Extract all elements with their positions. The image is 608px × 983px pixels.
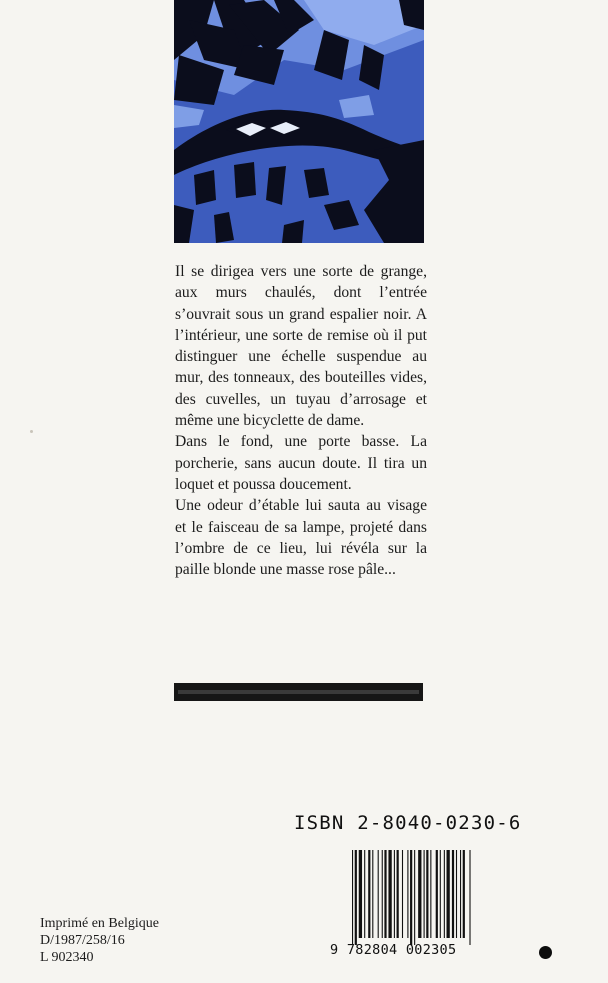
- printer-imprint: [40, 915, 240, 966]
- barcode-bar: [384, 850, 386, 938]
- barcode-digits: 9 782804 002305: [330, 942, 457, 958]
- excerpt-paragraph-2: Dans le fond, une porte basse. La porcherie, sans aucun doute. Il tira un loquet et poussa doucement.: [175, 433, 427, 493]
- barcode-bar: [368, 850, 370, 938]
- series-title-bar: [174, 683, 423, 701]
- barcode-bar: [407, 850, 408, 938]
- barcode-bar: [469, 850, 470, 945]
- barcode-bar: [394, 850, 395, 938]
- barcode-bar: [456, 850, 457, 938]
- barcode: [350, 850, 510, 945]
- barcode-bar: [440, 850, 441, 938]
- imprint-legal-deposit: D/1987/258/16: [40, 933, 125, 948]
- back-cover-excerpt: [175, 261, 427, 580]
- barcode-bar: [444, 850, 445, 938]
- barcode-bar: [372, 850, 373, 938]
- barcode-bar: [460, 850, 461, 938]
- excerpt-paragraph-3: Une odeur d’étable lui sauta au visage et le faisceau de sa lampe, projeté dans l’ombre de ce lieu, lui révéla sur la paille blonde une masse rose pâle...: [175, 497, 427, 579]
- barcode-bar: [364, 850, 365, 938]
- barcode-bar: [388, 850, 391, 938]
- barcode-bar: [397, 850, 399, 938]
- barcode-bar: [410, 850, 412, 945]
- barcode-bar: [378, 850, 379, 938]
- excerpt-paragraph-1: Il se dirigea vers une sorte de grange, aux murs chaulés, dont l’entrée s’ouvrait sous un grand espalier noir. A l’intérieur, une sorte de remise où il put distinguer une échelle suspendue au mur, des tonneaux, des bouteilles vides, des cuvelles, un tuyau d’arrosage et même une bicyclette de dame.: [175, 263, 427, 430]
- barcode-bar: [382, 850, 383, 938]
- barcode-bar: [447, 850, 450, 938]
- barcode-bar: [426, 850, 428, 938]
- isbn-number: ISBN 2-8040-0230-6: [294, 812, 522, 834]
- barcode-bar: [355, 850, 357, 945]
- barcode-bar: [424, 850, 425, 938]
- barcode-bar: [359, 850, 362, 938]
- paper-speck: [30, 430, 33, 433]
- dot-icon: [539, 946, 552, 959]
- imprint-code: L 902340: [40, 950, 94, 965]
- barcode-bar: [418, 850, 421, 938]
- barcode-bar: [452, 850, 454, 938]
- barcode-bar: [414, 850, 415, 945]
- cover-illustration: [174, 0, 424, 243]
- barcode-bar: [463, 850, 465, 938]
- imprint-country: Imprimé en Belgique: [40, 916, 159, 931]
- barcode-bar: [402, 850, 403, 938]
- barcode-bar: [430, 850, 431, 938]
- barcode-bar: [352, 850, 353, 945]
- barcode-bar: [436, 850, 438, 938]
